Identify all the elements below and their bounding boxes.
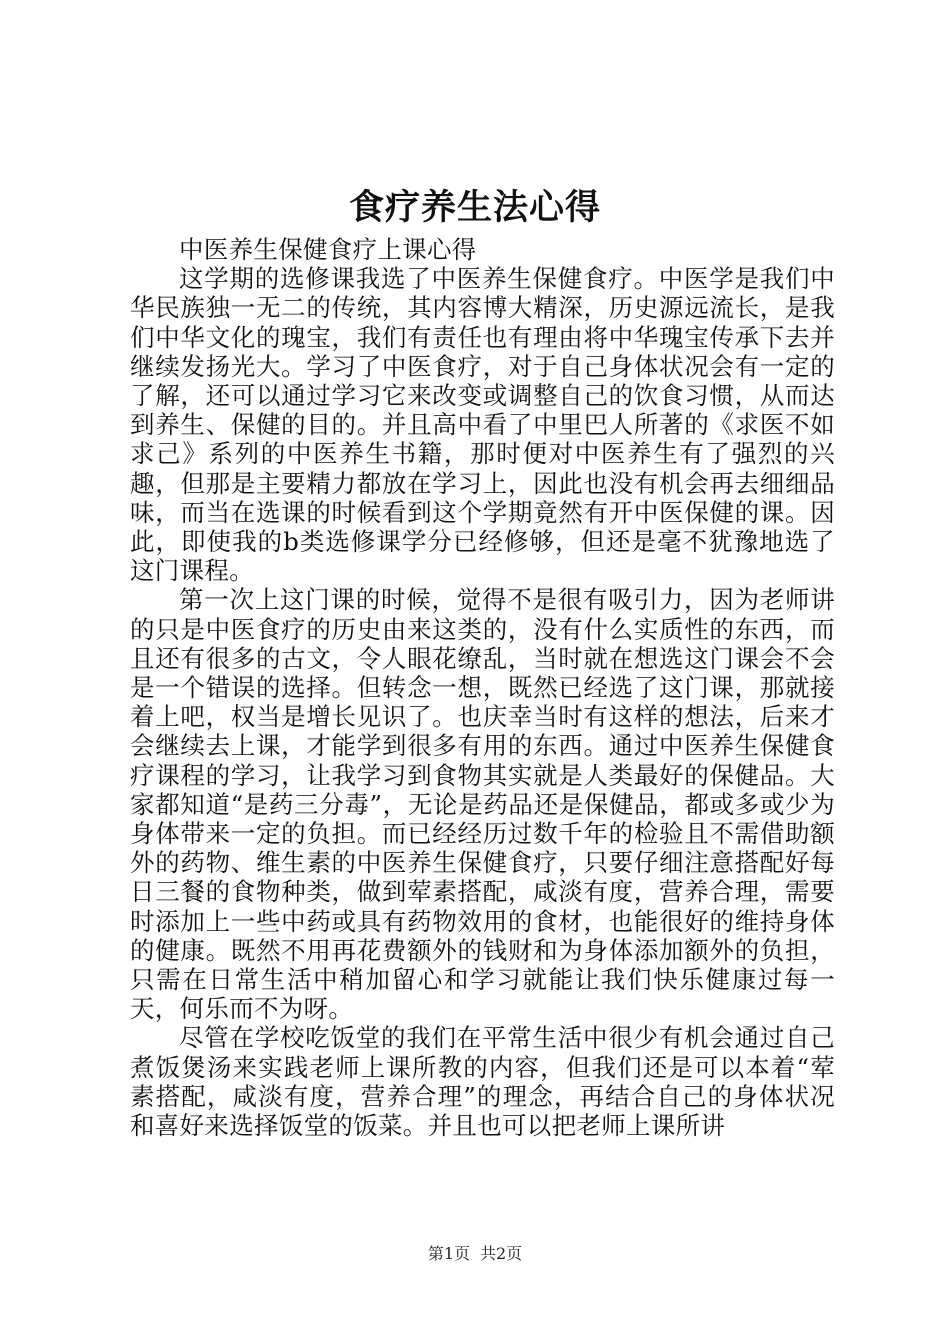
body-paragraph-2: 第一次上这门课的时候，觉得不是很有吸引力，因为老师讲的只是中医食疗的历史由来这类的，没有什么实质性的东西，而且还有很多的古文，令人眼花缭乱，当时就在想选这门课会不会是一个错误的选择。但转念一想，既然已经选了这门课，那就接着上吧，权当是增长见识了。也庆幸当时有这样的想法，后来才会继续去上课，才能学到很多有用的东西。通过中医养生保健食疗课程的学习，让我学习到食物其实就是人类最好的保健品。大家都知道“是药三分毒”，无论是药品还是保健品，都或多或少为身体带来一定的负担。而已经经历过数千年的检验且不需借助额外的药物、维生素的中医养生保健食疗，只要仔细注意搭配好每日三餐的食物种类，做到荤素搭配，咸淡有度，营养合理，需要时添加上一些中药或具有药物效用的食材，也能很好的维持身体的健康。既然不用再花费额外的钱财和为身体添加额外的负担，只需在日常生活中稍加留心和学习就能让我们快乐健康过每一天，何乐而不为呀。 — [130, 585, 835, 1024]
page-footer — [0, 1244, 950, 1264]
document-body — [130, 235, 835, 1140]
body-paragraph-3: 尽管在学校吃饭堂的我们在平常生活中很少有机会通过自己煮饭煲汤来实践老师上课所教的内容，但我们还是可以本着“荤素搭配，咸淡有度，营养合理”的理念，再结合自己的身体状况和喜好来选择饭堂的饭菜。并且也可以把老师上课所讲 — [130, 1023, 836, 1141]
page-number: 第1页 — [427, 1244, 470, 1263]
body-paragraph-1: 这学期的选修课我选了中医养生保健食疗。中医学是我们中华民族独一无二的传统，其内容博大精深，历史源远流长，是我们中华文化的瑰宝，我们有责任也有理由将中华瑰宝传承下去并继续发扬光大。学习了中医食疗，对于自己身体状况会有一定的了解，还可以通过学习它来改变或调整自己的饮食习惯，从而达到养生、保健的目的。并且高中看了中里巴人所著的《求医不如求己》系列的中医养生书籍，那时便对中医养生有了强烈的兴趣，但那是主要精力都放在学习上，因此也没有机会再去细细品味，而当在选课的时候看到这个学期竟然有开中医保健的课。因此，即使我的b类选修课学分已经修够，但还是毫不犹豫地选了这门课程。 — [130, 264, 835, 586]
subtitle-paragraph: 中医养生保健食疗上课心得 — [179, 235, 477, 264]
document-title: 食疗养生法心得 — [348, 187, 601, 228]
page-total: 共2页 — [480, 1244, 523, 1263]
